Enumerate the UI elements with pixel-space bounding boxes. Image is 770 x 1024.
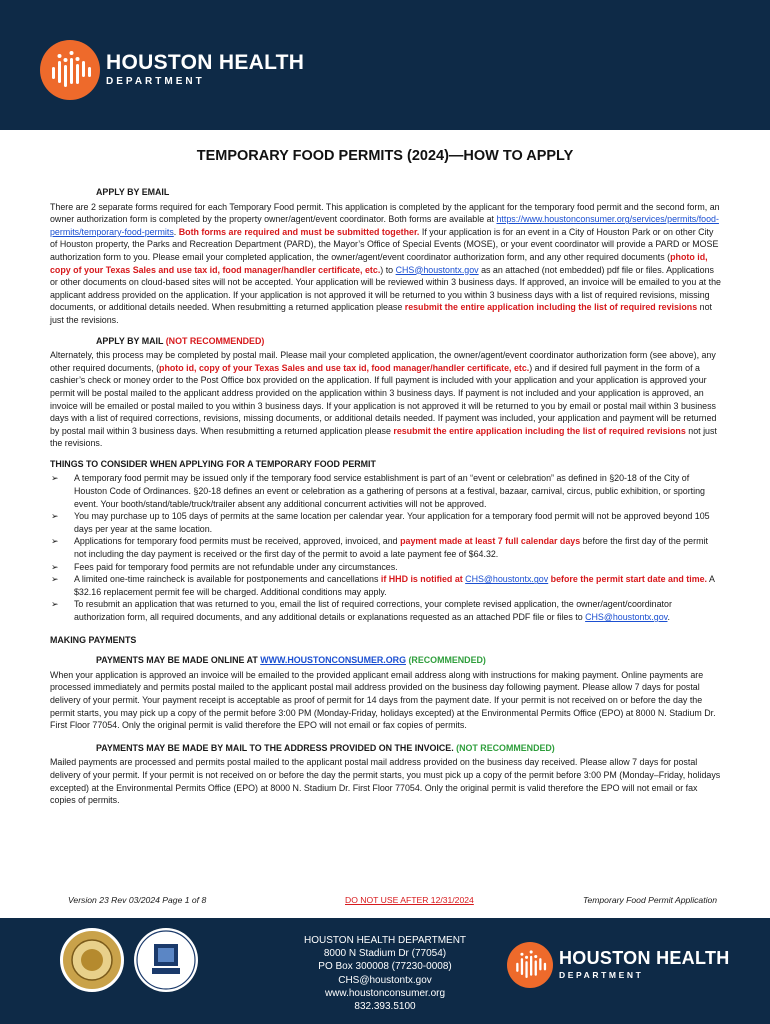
chs-email-link[interactable]: CHS@houstontx.gov (585, 612, 668, 622)
resubmit-note: resubmit the entire application including the list of required revisions (404, 302, 698, 313)
notify-deadline-note: before the permit start date and time. (548, 574, 707, 585)
text: You may purchase up to 105 days of permits at the same location per calendar year. Your application for a temporary food permit will not be approved beyond 105 days per year at the same location. (74, 511, 710, 534)
list-item (50, 510, 722, 535)
houston-health-logo-icon (40, 40, 100, 100)
mail-payment-heading (96, 742, 722, 755)
payment-deadline-note: payment made at least 7 full calendar days (400, 536, 581, 547)
org-title: HOUSTON HEALTH (106, 51, 305, 74)
text: A $32.16 replacement permit fee will be charged. Additional conditions may apply. (74, 574, 715, 597)
document-title: TEMPORARY FOOD PERMITS (2024)—HOW TO APPLY (196, 148, 574, 164)
header-logo (40, 40, 304, 100)
text: Applications for temporary food permits must be received, approved, invoiced, and (74, 536, 401, 547)
text: not just the revisions. (50, 425, 717, 449)
org-subtitle: DEPARTMENT (106, 76, 205, 87)
chs-email-link[interactable]: CHS@houstontx.gov (465, 574, 549, 585)
not-recommended-note: (NOT RECOMMENDED) (165, 335, 265, 346)
document-body (50, 186, 722, 807)
footer-logo (507, 942, 730, 988)
arrow-bullet-icon: ➢ (51, 536, 59, 547)
list-item (50, 472, 722, 510)
online-payment-heading (96, 654, 722, 667)
text: ) to (380, 264, 396, 275)
text: A temporary food permit may be issued only if the temporary food service establishment is part of an “event or celebration” as defined in §20-18 of the City of Houston Code of Ordinances. §20-18 defines an event or celebration as a gathering of persons at a festival, bazaar, carnival, circus, public exhibition, or sporting event. Your booth/stand/table/truck/trailer absent any additional concurrent activities will not be approved. (74, 473, 705, 509)
list-item (50, 598, 722, 623)
text: before the first day of the permit not including the day payment is received or the first day of the permit to avoid a late payment fee of $64.32. (74, 536, 708, 560)
text: DO NOT USE AFTER 12/31/2024 (345, 895, 474, 905)
required-docs-note: photo id, copy of your Texas Sales and use tax id, food manager/handler certificate, etc. (159, 362, 530, 373)
text: PAYMENTS MAY BE MADE ONLINE AT (96, 655, 261, 666)
arrow-bullet-icon: ➢ (51, 561, 59, 572)
text: To resubmit an application that was returned to you, email the list of required corrections, your complete revised application, the owner/agent/coordinator authorization form, all required documents, and any additional details or explanations requested as an attached PDF file or files to (74, 599, 672, 622)
list-item (50, 535, 722, 560)
org-title: HOUSTON HEALTH (559, 948, 730, 968)
contact-email[interactable]: CHS@houstontx.gov (338, 974, 432, 986)
things-heading: THINGS TO CONSIDER WHEN APPLYING FOR A TEMPORARY FOOD PERMIT (50, 458, 376, 469)
notify-note: if HHD is notified at (380, 574, 466, 585)
text: as an attached (not embedded) pdf file or files. Applications or other documents on cloud-based sites will not be accepted. Your application will be reviewed within 3 business days. If approved, an invoice will be emailed to you at the applicant address provided on the application. If your application is not approved it will be returned to you within 3 business days with a list of required revisions, missing documents, or additional details needed. When resubmitting a returned application please (50, 264, 721, 313)
city-of-houston-seal-icon (60, 928, 124, 992)
text: Fees paid for temporary food permits are not refundable under any circumstances. (74, 561, 398, 572)
apply-email-paragraph (50, 201, 722, 327)
considerations-list (50, 472, 722, 623)
contact-address: 8000 N Stadium Dr (77054) (323, 948, 447, 960)
houston-health-logo-icon (507, 942, 553, 988)
text: APPLY BY MAIL (96, 335, 166, 346)
text: Alternately, this process may be completed by postal mail. Please mail your completed application, the owner/agent/event coordinator authorization form (see above), any other required documents, ( (50, 350, 716, 373)
phab-accreditation-seal-icon (134, 928, 198, 992)
apply-mail-paragraph (50, 349, 722, 450)
text: ) and if desired full payment in the form of a cashier’s check or money order to the Post Office box provided on the application. If full payment is included with your application and your application is approved your permit will be postal mailed to the applicant address provided on the application within 3 business days. If payment is not included and your application is approved, an invoice will be emailed or postal mailed to you within 3 business days. If your application is not approved it will be returned to you by email or postal mail within 3 business days with a list of required corrections, revisions, missing documents, or additional details needed. If payment was included, your application and payment will be returned by postal mail within 3 business days. When resubmitting a returned application please (50, 362, 717, 436)
text: A limited one-time raincheck is available for postponements and cancellations (74, 574, 381, 585)
required-note: Both forms are required and must be submitted together. (178, 226, 420, 237)
arrow-bullet-icon: ➢ (51, 574, 59, 585)
recommended-note: (RECOMMENDED) (406, 655, 486, 666)
required-docs-note: photo id, copy of your Texas Sales and use tax id, food manager/handler certificate, etc. (50, 251, 708, 275)
list-item (50, 561, 722, 574)
version-label: Version 23 Rev 03/2024 Page 1 of 8 (68, 895, 207, 905)
permits-link[interactable]: https://www.houstonconsumer.org/services/permits/food-permits/temporary-food-permits (50, 214, 719, 237)
contact-website[interactable]: www.houstonconsumer.org (324, 987, 446, 999)
contact-po-box: PO Box 300008 (77230-0008) (318, 961, 452, 973)
arrow-bullet-icon: ➢ (51, 511, 59, 522)
online-payment-paragraph: When your application is approved an invoice will be emailed to the provided applicant email address along with instructions for making payment. Online payments are processed immediately and permits postal mailed to the applicant postal mail address provided on the business day following payment. Please allow 7 days for postal delivery of your permit. Your payment receipt is acceptable as proof of permit for 14 days from the payment date. If your permit is not received on or before the day the permit starts, you may pick up a copy of the permit before 3:00 PM (Monday-Friday, holidays excepted) at the Environmental Permits Office (EPO) at 8000 N. Stadium Dr. First Floor 77054. Only the original permit is valid therefore the EPO will not email or fax copies of permits. (50, 669, 716, 731)
apply-email-heading: APPLY BY EMAIL (96, 187, 170, 197)
expiry-warning (345, 895, 474, 905)
arrow-bullet-icon: ➢ (51, 599, 59, 610)
contact-block (282, 934, 488, 1013)
text: PAYMENTS MAY BE MADE BY MAIL TO THE ADDRESS PROVIDED ON THE INVOICE. (96, 742, 457, 753)
text: There are 2 separate forms required for each Temporary Food permit. This application is completed by the applicant for the temporary food permit and the second form, an owner authorization form is completed by the property owner/agent/event coordinator. Both forms are available at (50, 201, 720, 225)
text: . (667, 612, 670, 622)
org-subtitle: DEPARTMENT (559, 970, 644, 980)
contact-phone: 832.393.5100 (354, 1001, 416, 1013)
application-name: Temporary Food Permit Application (583, 895, 718, 905)
not-recommended-note: (NOT RECOMMENDED) (456, 742, 555, 753)
making-payments-heading: MAKING PAYMENTS (50, 634, 137, 645)
list-item (50, 573, 722, 598)
contact-name: HOUSTON HEALTH DEPARTMENT (303, 935, 467, 946)
text: not just the revisions. (50, 302, 712, 325)
houstonconsumer-link[interactable]: WWW.HOUSTONCONSUMER.ORG (260, 655, 406, 666)
mail-payment-paragraph: Mailed payments are processed and permits postal mailed to the applicant postal mail address provided on the business day received. Please allow 7 days for postal delivery of your permit. If your permit is not received on or before the day the permit starts, you must pick up a copy of the permit before 3:00 PM (Monday–Friday, holidays excepted) at the Environmental Permits Office (EPO) at 8000 N. Stadium Dr. First Floor 77054. Only the original permit is valid therefore the EPO will not email or fax copies of permits. (50, 757, 721, 806)
chs-email-link[interactable]: CHS@houstontx.gov (395, 264, 479, 275)
text: . (173, 226, 179, 237)
resubmit-note: resubmit the entire application including the list of required revisions (393, 425, 686, 436)
arrow-bullet-icon: ➢ (51, 473, 59, 484)
text: If your application is for an event in a City of Houston Park or on other City of Houston property, the Parks and Recreation Department (PARD), the Mayor’s Office of Special Events (MOSE), or your event coordinator will provide a PARD or MOSE authorization form to you. Please email your completed application, the owner/agent/event coordinator authorization form, and any other required documents ( (50, 226, 719, 262)
apply-mail-heading (96, 335, 722, 348)
